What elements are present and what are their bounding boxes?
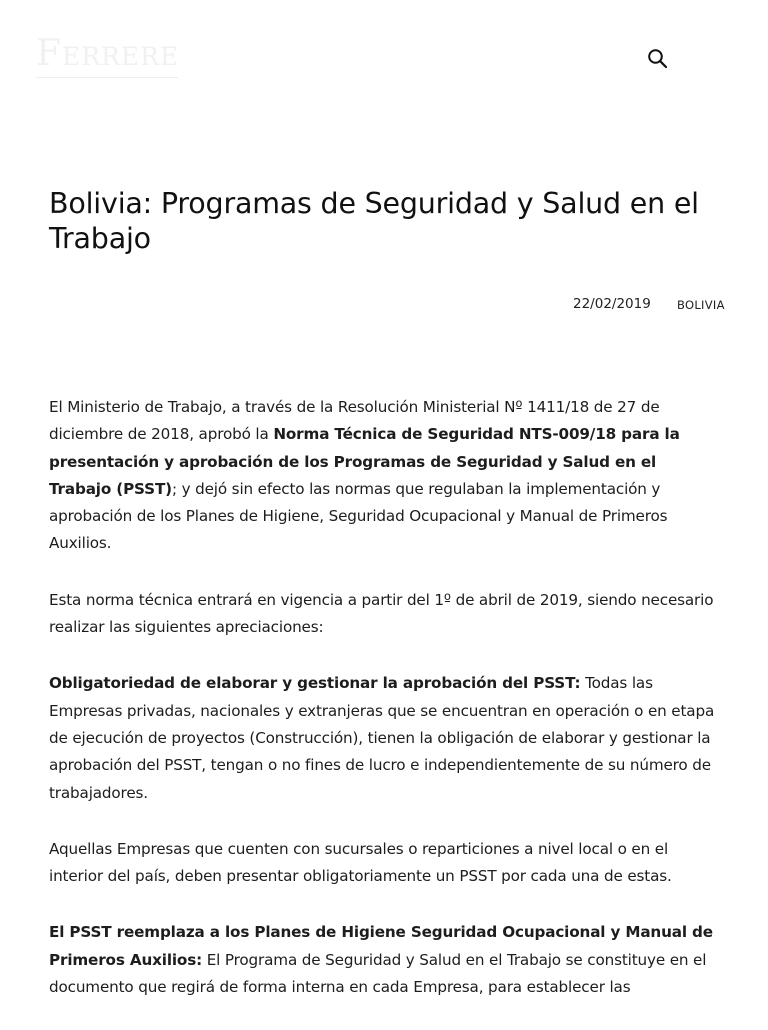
paragraph-3 <box>49 670 723 806</box>
paragraph-5 <box>49 919 723 1001</box>
paragraph-2: Esta norma técnica entrará en vigencia a partir del 1º de abril de 2019, siendo necesario realizar las siguientes apreciaciones: <box>49 590 714 637</box>
paragraph-4: Aquellas Empresas que cuenten con sucursales o reparticiones a nivel local o en el interior del país, deben presentar obligatoriamente un PSST por cada una de estas. <box>49 839 672 886</box>
paragraph-text: Todas las Empresas privadas, nacionales y extranjeras que se encuentran en operación o en etapa de ejecución de proyectos (Construcción), tienen la obligación de elaborar y gestionar la aprobación del PSST, tengan o no fines de lucro e independientemente de su número de trabajadores. <box>49 674 715 802</box>
paragraph-text: ; y dejó sin efecto las normas que regulaban la implementación y aprobación de los Planes de Higiene, Seguridad Ocupacional y Manual de Primeros Auxilios. <box>49 479 668 553</box>
article-meta <box>0 296 768 316</box>
paragraph-1 <box>49 394 723 558</box>
article-title: Bolivia: Programas de Seguridad y Salud en el Trabajo <box>49 187 699 255</box>
site-logo[interactable]: Ferrere <box>36 33 180 74</box>
search-button[interactable] <box>646 47 670 71</box>
site-header <box>0 0 768 110</box>
article-date: 22/02/2019 <box>573 296 651 312</box>
article-body <box>49 394 723 1030</box>
paragraph-text: El Ministerio de Trabajo, a través de la Resolución Ministerial Nº 1411/18 de 27 de diciembre de 2018, aprobó la <box>49 398 660 444</box>
paragraph-text: El Programa de Seguridad y Salud en el Trabajo se constituye en el documento que regirá de forma interna en cada Empresa, para establecer las <box>49 950 707 997</box>
paragraph-bold-text: El PSST reemplaza a los Planes de Higiene Seguridad Ocupacional y Manual de Primeros Auxilios: <box>49 923 713 969</box>
paragraph-bold-text: Obligatoriedad de elaborar y gestionar la aprobación del PSST: <box>49 674 581 693</box>
search-icon <box>646 47 670 71</box>
logo-underline <box>36 77 178 78</box>
category-link-bolivia[interactable]: BOLIVIA <box>677 298 725 312</box>
paragraph-bold-text: Norma Técnica de Seguridad NTS-009/18 para la presentación y aprobación de los Programas de Seguridad y Salud en el Trabajo (PSST) <box>49 425 680 498</box>
